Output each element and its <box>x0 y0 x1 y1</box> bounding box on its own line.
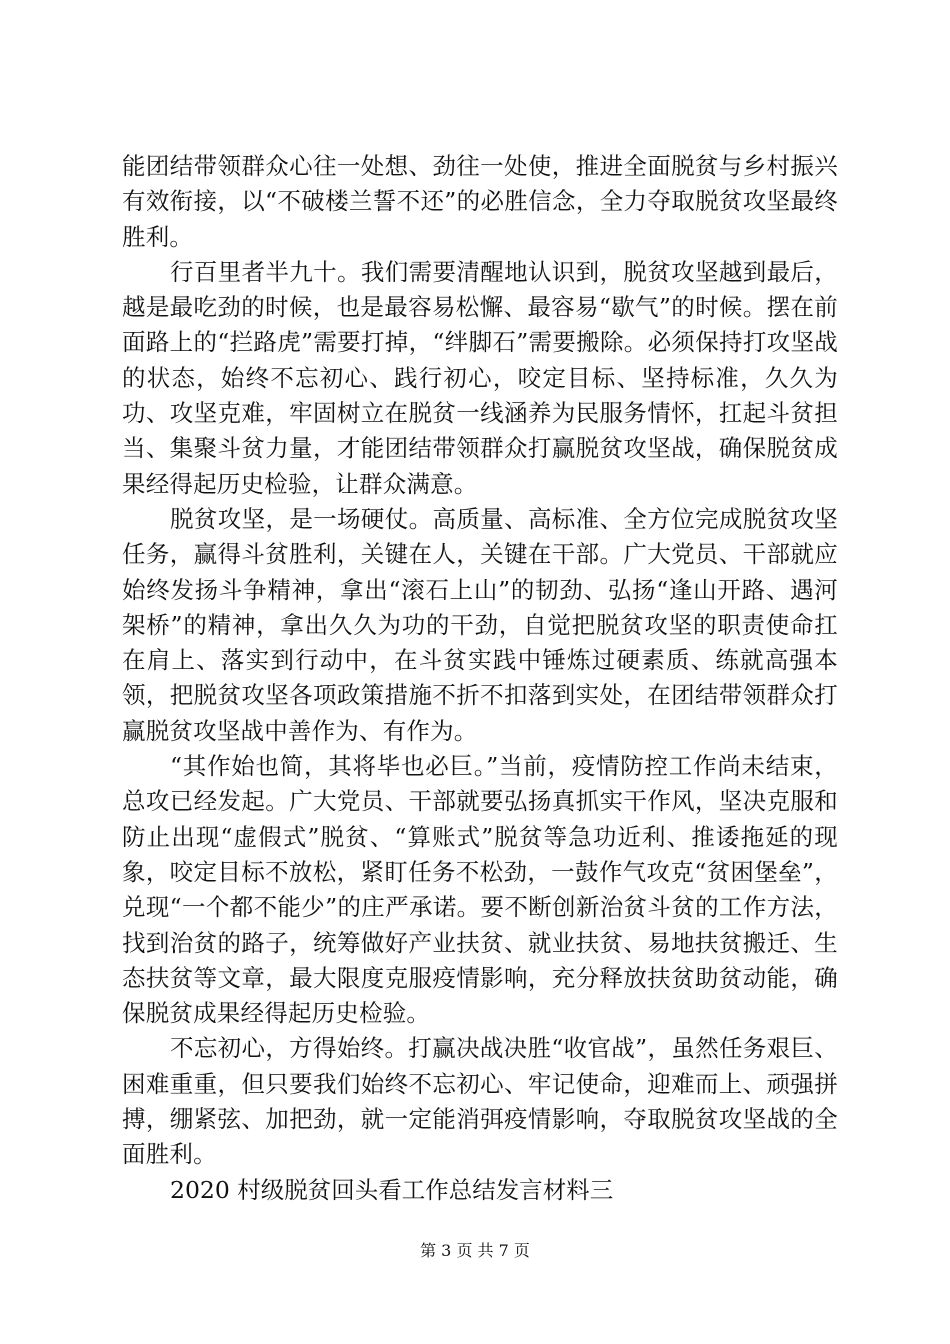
section-heading: 2020 村级脱贫回头看工作总结发言材料三 <box>170 1175 614 1204</box>
paragraph-1: 能团结带领群众心往一处想、劲往一处使，推进全面脱贫与乡村振兴有效衔接，以“不破楼兰誓不还”的必胜信念，全力夺取脱贫攻坚最终胜利。 <box>122 152 838 251</box>
paragraph-3: 脱贫攻坚，是一场硬仗。高质量、高标准、全方位完成脱贫攻坚任务，赢得斗贫胜利，关键在人，关键在干部。广大党员、干部就应始终发扬斗争精神，拿出“滚石上山”的韧劲、弘扬“逢山开路、遇河架桥”的精神，拿出久久为功的干劲，自觉把脱贫攻坚的职责使命扛在肩上、落实到行动中，在斗贫实践中锤炼过硬素质、练就高强本领，把脱贫攻坚各项政策措施不折不扣落到实处，在团结带领群众打赢脱贫攻坚战中善作为、有作为。 <box>122 504 838 745</box>
page-number-footer: 第 3 页 共 7 页 <box>420 1241 530 1260</box>
paragraph-5: 不忘初心，方得始终。打赢决战决胜“收官战”，虽然任务艰巨、困难重重，但只要我们始终不忘初心、牢记使命，迎难而上、顽强拼搏，绷紧弦、加把劲，就一定能消弭疫情影响，夺取脱贫攻坚战的全面胜利。 <box>122 1034 838 1169</box>
document-body <box>122 149 838 1208</box>
paragraph-2: 行百里者半九十。我们需要清醒地认识到，脱贫攻坚越到最后，越是最吃劲的时候，也是最容易松懈、最容易“歇气”的时候。摆在前面路上的“拦路虎”需要打掉，“绊脚石”需要搬除。必须保持打攻坚战的状态，始终不忘初心、践行初心，咬定目标、坚持标准，久久为功、攻坚克难，牢固树立在脱贫一线涵养为民服务情怀，扛起斗贫担当、集聚斗贫力量，才能团结带领群众打赢脱贫攻坚战，确保脱贫成果经得起历史检验，让群众满意。 <box>122 257 838 498</box>
paragraph-4: “其作始也简，其将毕也必巨。”当前，疫情防控工作尚未结束，总攻已经发起。广大党员、干部就要弘扬真抓实干作风，坚决克服和防止出现“虚假式”脱贫、“算账式”脱贫等急功近利、推诿拖延的现象，咬定目标不放松，紧盯任务不松劲，一鼓作气攻克“贫困堡垒”，兑现“一个都不能少”的庄严承诺。要不断创新治贫斗贫的工作方法，找到治贫的路子，统筹做好产业扶贫、就业扶贫、易地扶贫搬迁、生态扶贫等文章，最大限度克服疫情影响，充分释放扶贫助贫动能，确保脱贫成果经得起历史检验。 <box>122 752 838 1028</box>
